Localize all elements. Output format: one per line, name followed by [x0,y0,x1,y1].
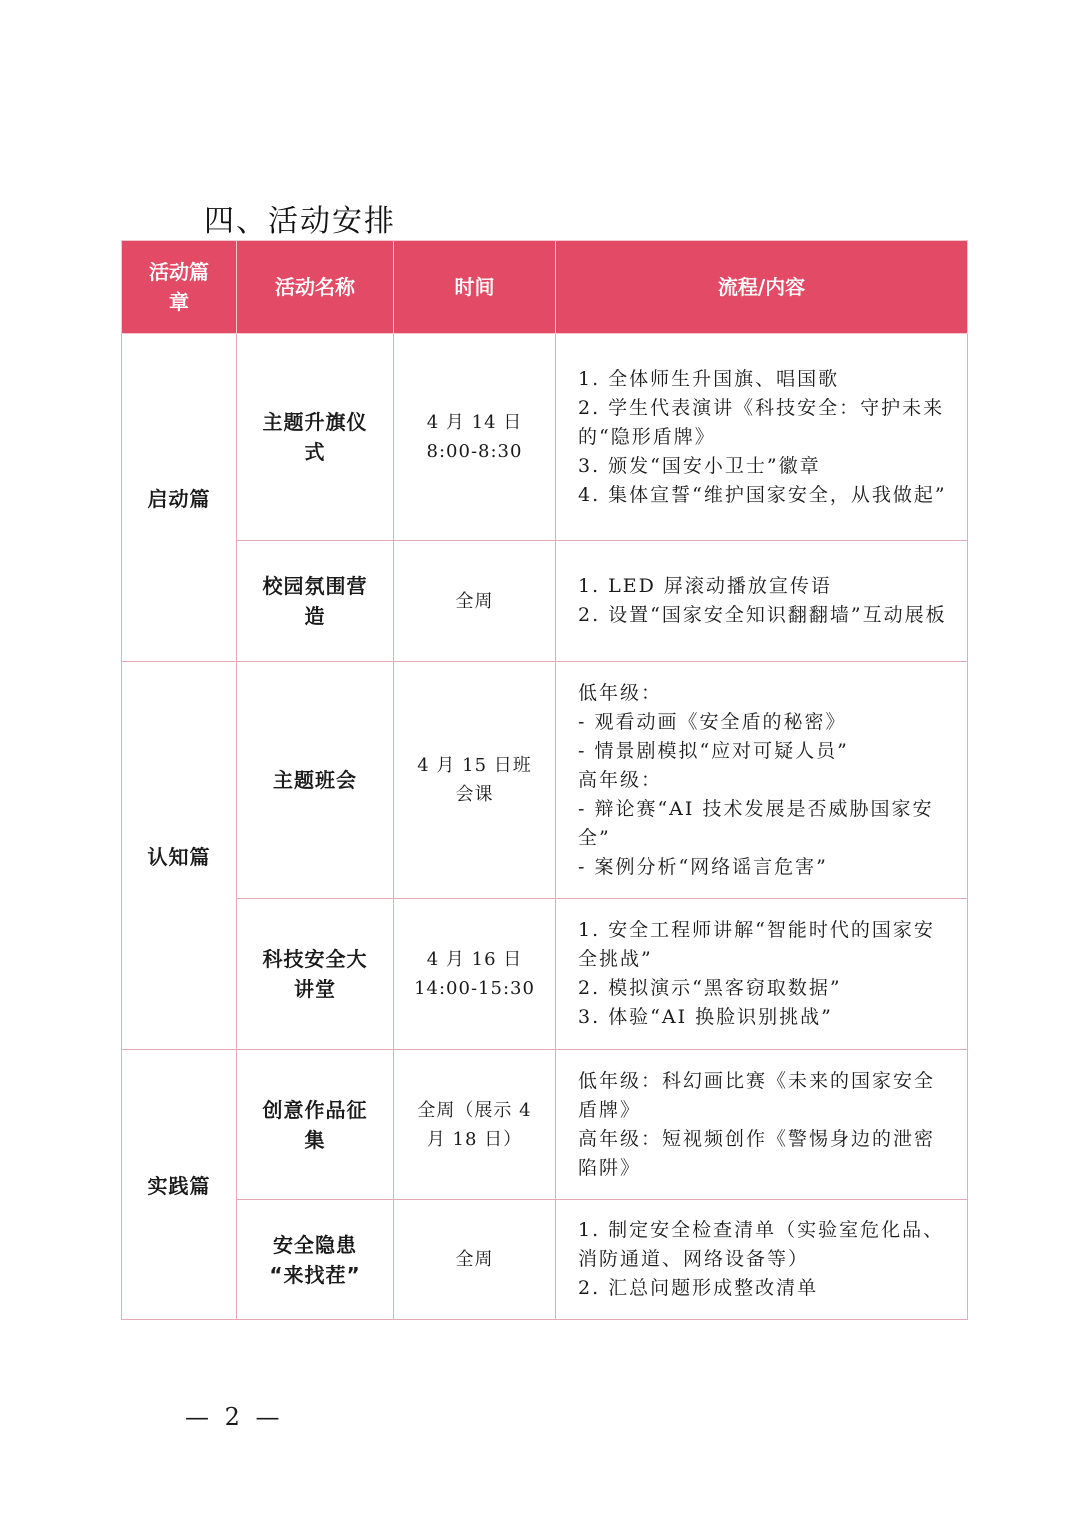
activity-time: 4 月 16 日 14:00-15:30 [394,899,556,1050]
content-line: - 观看动画《安全盾的秘密》 [578,710,847,733]
content-line: 2. 学生代表演讲《科技安全：守护未来的“隐形盾牌》 [578,396,945,448]
content-line: 3. 体验“AI 换脸识别挑战” [578,1006,833,1028]
content-line: 高年级： [578,768,663,791]
activity-name: 安全隐患 “来找茬” [237,1200,394,1320]
content-line: 2. 汇总问题形成整改清单 [578,1277,819,1299]
content-line: - 辩论赛“AI 技术发展是否威胁国家安全” [578,797,934,849]
table-row [122,662,968,899]
content-line: - 情景剧模拟“应对可疑人员” [578,739,849,762]
content-line: 1. LED 屏滚动播放宣传语 [578,575,832,597]
table-row [122,1200,968,1320]
table-row [122,334,968,541]
activity-time: 4 月 14 日 8:00-8:30 [394,334,556,541]
content-line: 低年级：科幻画比赛《未来的国家安全盾牌》 [578,1069,936,1121]
table-row [122,1050,968,1200]
header-time: 时间 [394,241,556,334]
activity-name: 主题升旗仪式 [237,334,394,541]
activity-schedule-table [121,240,968,1320]
chapter-cell: 认知篇 [122,662,237,1050]
activity-time: 全周（展示 4 月 18 日） [394,1050,556,1200]
activity-name: 科技安全大讲堂 [237,899,394,1050]
content-line: 4. 集体宣誓“维护国家安全，从我做起” [578,483,947,506]
activity-time: 全周 [394,1200,556,1320]
content-line: 1. 全体师生升国旗、唱国歌 [578,367,840,390]
content-line: - 案例分析“网络谣言危害” [578,855,828,878]
activity-content [556,1200,968,1320]
table-row [122,899,968,1050]
content-line: 2. 模拟演示“黑客窃取数据” [578,977,842,999]
content-line: 低年级： [578,681,663,704]
table-row [122,541,968,662]
chapter-cell: 实践篇 [122,1050,237,1320]
header-content: 流程/内容 [556,241,968,334]
activity-name: 主题班会 [237,662,394,899]
activity-content [556,1050,968,1200]
activity-content [556,541,968,662]
content-line: 1. 制定安全检查清单（实验室危化品、消防通道、网络设备等） [578,1219,945,1270]
activity-name: 校园氛围营造 [237,541,394,662]
chapter-cell: 启动篇 [122,334,237,662]
content-line: 2. 设置“国家安全知识翻翻墙”互动展板 [578,604,947,626]
content-line: 1. 安全工程师讲解“智能时代的国家安全挑战” [578,919,935,970]
activity-content [556,334,968,541]
content-line: 高年级：短视频创作《警惕身边的泄密陷阱》 [578,1127,936,1179]
table-header-row [122,241,968,334]
activity-content [556,899,968,1050]
activity-name: 创意作品征集 [237,1050,394,1200]
section-title: 四、活动安排 [204,204,396,239]
activity-time: 全周 [394,541,556,662]
header-activity-name: 活动名称 [237,241,394,334]
content-line: 3. 颁发“国安小卫士”徽章 [578,454,821,477]
page-number: — 2 — [185,1403,284,1431]
activity-content [556,662,968,899]
activity-time: 4 月 15 日班会课 [394,662,556,899]
header-chapter: 活动篇章 [122,241,237,334]
